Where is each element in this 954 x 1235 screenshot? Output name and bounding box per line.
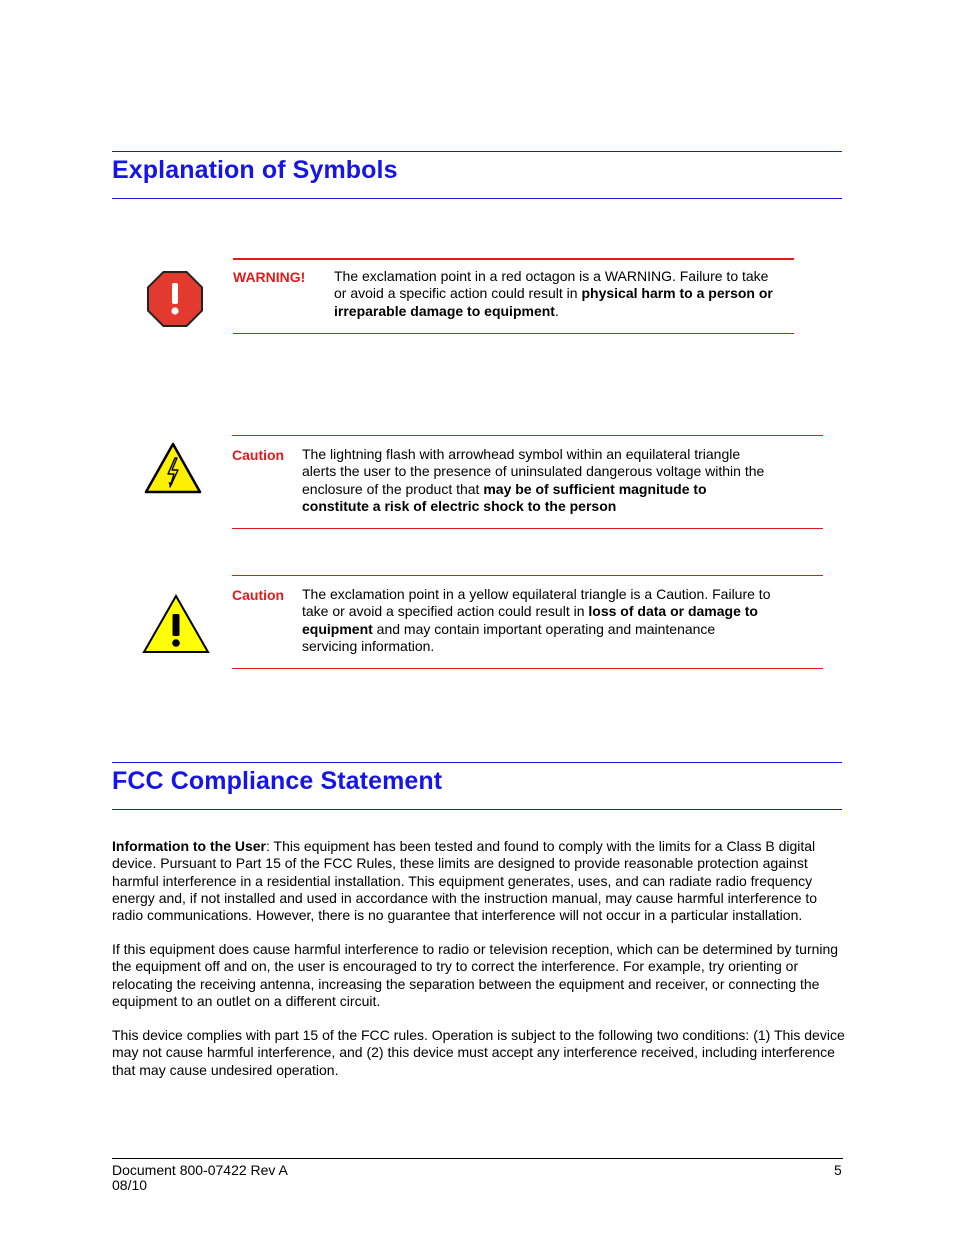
shock-caution-text-emphasis: may be of sufficient magnitude to constitute a risk of electric shock to the person xyxy=(302,480,707,515)
section-heading-symbols: Explanation of Symbols xyxy=(112,156,398,184)
warning-label: WARNING! xyxy=(233,269,306,285)
fcc-rule-top xyxy=(112,762,842,763)
section-heading-fcc: FCC Compliance Statement xyxy=(112,767,443,795)
fcc-paragraph-information xyxy=(112,838,847,924)
footer-rule xyxy=(112,1158,843,1159)
fcc-paragraph-body: : This equipment has been tested and found to comply with the limits for a Class B digital device. Pursuant to Part 15 of the FCC Rules, these limits are designed to provide reasonable protection against harmful interference in a residential installation. This equipment generates, uses, and can radiate radio frequency energy and, if not installed and used in accordance with the instruction manual, may cause harmful interference to radio communications. However, there is no guarantee that interference will not occur in a particular installation. xyxy=(112,838,818,924)
fcc-paragraph-lead: Information to the User xyxy=(112,838,267,854)
general-caution-text-emphasis: loss of data or damage to equipment xyxy=(302,603,758,637)
warning-description xyxy=(334,268,774,320)
section-rule-bottom xyxy=(112,198,842,199)
fcc-paragraph-interference: If this equipment does cause harmful interference to radio or television reception, which can be determined by turning the equipment off and on, the user is encouraged to try to correct the interference. For example, try orienting or relocating the receiving antenna, increasing the separation between the equipment and receiver, or connecting the equipment to an outlet on a different circuit. xyxy=(112,941,839,1009)
yellow-exclamation-triangle-icon xyxy=(142,594,210,654)
shock-caution-description xyxy=(302,446,772,516)
warning-rule-top xyxy=(233,258,794,260)
general-caution-rule-top xyxy=(232,575,823,576)
page-number: 5 xyxy=(834,1162,842,1178)
section-rule-top xyxy=(112,151,842,152)
red-octagon-warning-icon xyxy=(146,270,204,328)
general-caution-description xyxy=(302,586,772,656)
lightning-triangle-icon xyxy=(144,442,202,494)
footer-date: 08/10 xyxy=(112,1177,148,1193)
general-caution-text: The exclamation point in a yellow equilateral triangle is a Caution. Failure to take or avoid a specified action could result in xyxy=(302,586,771,620)
shock-caution-text: The lightning flash with arrowhead symbol within an equilateral triangle alerts the user to the presence of uninsulated dangerous voltage within the enclosure of the product that xyxy=(302,446,765,497)
general-caution-label: Caution xyxy=(232,587,285,603)
warning-text-end: . xyxy=(554,302,559,319)
fcc-rule-bottom xyxy=(112,809,842,810)
shock-caution-rule-bottom xyxy=(232,528,823,529)
warning-text: The exclamation point in a red octagon is a WARNING. Failure to take or avoid a specific action could result in xyxy=(334,268,769,302)
footer-document-id: Document 800-07422 Rev A xyxy=(112,1162,288,1178)
warning-rule-bottom xyxy=(233,333,794,334)
general-caution-text-end: and may contain important operating and maintenance servicing information. xyxy=(302,620,716,655)
fcc-paragraph-conditions: This device complies with part 15 of the FCC rules. Operation is subject to the following two conditions: (1) This device may not cause harmful interference, and (2) this device must accept any interference received, including interference that may cause undesired operation. xyxy=(112,1027,845,1078)
warning-text-emphasis: physical harm to a person or irreparable damage to equipment xyxy=(334,285,773,319)
shock-caution-label: Caution xyxy=(232,447,285,463)
general-caution-rule-bottom xyxy=(232,668,823,669)
shock-caution-rule-top xyxy=(232,435,823,436)
